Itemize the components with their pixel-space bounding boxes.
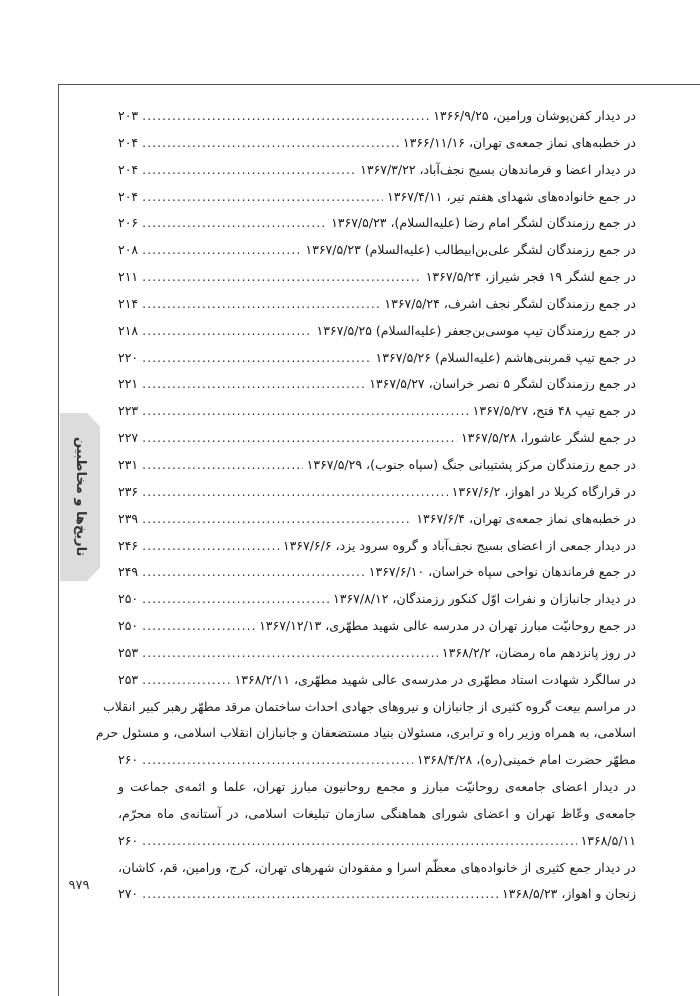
dot-leader	[142, 269, 422, 284]
toc-entry[interactable]	[118, 376, 636, 403]
toc-entry[interactable]	[118, 323, 636, 350]
toc-entry-multiline[interactable]	[118, 779, 636, 860]
toc-entry[interactable]	[118, 618, 636, 645]
toc-entry-title: در جمع تیپ ۴۸ فتح، ۱۳۶۷/۵/۲۷	[472, 403, 636, 419]
toc-entry-title: در روز پانزدهم ماه رمضان، ۱۳۶۸/۲/۲	[441, 644, 636, 660]
toc-entry[interactable]	[118, 135, 636, 162]
toc-entry[interactable]	[118, 511, 636, 538]
toc-entry-page: ۲۰۴	[118, 134, 139, 150]
dot-leader	[142, 484, 448, 499]
toc-entry-title: در جمع رزمندگان لشگر امام رضا (علیه‌السلام)، ۱۳۶۷/۵/۲۳	[331, 215, 636, 231]
frame-left-rule	[58, 84, 59, 996]
toc-entry-multiline[interactable]	[118, 860, 636, 914]
dot-leader	[142, 833, 576, 848]
toc-entry-page: ۲۷۰	[118, 886, 139, 902]
toc-entry-page: ۲۰۸	[118, 242, 139, 258]
toc-entry-title: ۱۳۶۸/۵/۱۱	[580, 832, 636, 848]
dot-leader	[142, 564, 365, 579]
toc-entry[interactable]	[118, 108, 636, 135]
dot-leader	[142, 752, 413, 767]
toc-entry[interactable]	[118, 403, 636, 430]
toc-entry-title: در جمع رزمندگان تیپ موسی‌بن‌جعفر (علیه‌السلام) ۱۳۶۷/۵/۲۵	[316, 322, 636, 338]
toc-entry-title: در جمع رزمندگان لشگر ۵ نصر خراسان، ۱۳۶۷/۵/۲۷	[369, 376, 636, 392]
dot-leader	[142, 457, 302, 472]
dot-leader	[142, 645, 438, 660]
toc-entry-title: در جمع لشگر عاشورا، ۱۳۶۷/۵/۲۸	[460, 430, 636, 446]
dot-leader	[142, 538, 279, 553]
toc-entry-page: ۲۵۳	[118, 644, 139, 660]
chapter-side-title: تاریخ‌ها و مخاطبین	[73, 437, 88, 557]
toc-entry[interactable]	[118, 645, 636, 672]
dot-leader	[142, 242, 301, 257]
toc-entry-last-line	[118, 833, 636, 860]
toc-entry[interactable]	[118, 591, 636, 618]
toc-entry-page: ۲۵۳	[118, 671, 139, 687]
toc-entry-page: ۲۰۳	[118, 108, 139, 123]
dot-leader	[142, 618, 255, 633]
toc-entry-page: ۲۳۹	[118, 510, 139, 526]
toc-long-entries	[95, 698, 636, 914]
toc-entry-page: ۲۳۶	[118, 483, 139, 499]
toc-entry-line: در دیدار اعضای جامعه‌ی روحانیّت مبارز و مجمع روحانیون مبارز تهران، علما و ائمه‌ی جماعت و	[118, 779, 636, 795]
dot-leader	[142, 403, 469, 418]
dot-leader	[142, 189, 383, 204]
dot-leader	[142, 323, 312, 338]
toc-entry-page: ۲۲۳	[118, 403, 139, 419]
toc-entry-line: اسلامی، به همراه وزیر راه و ترابری، مسئولان بنیاد مستضعفان و جانبازان انقلاب اسلامی، و مسئول حرم	[95, 725, 636, 741]
toc-entry[interactable]	[118, 564, 636, 591]
toc-entry-title: در قرارگاه کربلا در اهواز، ۱۳۶۷/۶/۲	[451, 483, 636, 499]
toc-entry-page: ۲۱۱	[118, 269, 139, 285]
toc-entry[interactable]	[118, 672, 636, 699]
dot-leader	[142, 376, 365, 391]
toc-entry-title: در دیدار جانبازان و نفرات اوّل کنکور رزمندگان، ۱۳۶۷/۸/۱۲	[333, 591, 636, 607]
toc-entry-last-line	[118, 886, 636, 913]
toc-entry-title: در جمع روحانیّت مبارز تهران در مدرسه عالی شهید مطهّری، ۱۳۶۷/۱۲/۱۳	[259, 618, 636, 634]
toc-entry-title: در جمع فرماندهان نواحی سپاه خراسان، ۱۳۶۷/۶/۱۰	[368, 564, 636, 580]
toc-entry-page: ۲۰۶	[118, 215, 139, 231]
dot-leader	[142, 350, 371, 365]
toc-entry-page: ۲۶۰	[118, 832, 139, 848]
toc-entry-title: در سالگرد شهادت استاد مطهّری در مدرسه‌ی عالی شهید مطهّری، ۱۳۶۸/۲/۱۱	[234, 671, 636, 687]
toc-entry-page: ۲۲۰	[118, 349, 139, 365]
toc-entry[interactable]	[118, 484, 636, 511]
toc-entry-title: در جمع تیپ قمربنی‌هاشم (علیه‌السلام) ۱۳۶۷/۵/۲۶	[375, 349, 636, 365]
toc-entry-title: در جمع لشگر ۱۹ فجر شیراز، ۱۳۶۷/۵/۲۴	[425, 269, 636, 285]
toc-entry-title: در خطبه‌های نماز جمعه‌ی تهران، ۱۳۶۷/۶/۴	[416, 510, 636, 526]
toc-entry-page: ۲۵۰	[118, 591, 139, 607]
toc-entry-last-line	[118, 752, 636, 779]
toc-entry-multiline[interactable]	[95, 698, 636, 780]
toc-entry[interactable]	[118, 457, 636, 484]
toc-entry[interactable]	[118, 269, 636, 296]
toc-entry-title: در جمع رزمندگان لشگر نجف اشرف، ۱۳۶۷/۵/۲۴	[384, 295, 636, 311]
toc-entry[interactable]	[118, 189, 636, 216]
toc-entry-line: در دیدار جمع کثیری از خانواده‌های معظّم اسرا و مفقودان شهرهای تهران، کرج، ورامین، قم، کاشان،	[118, 859, 636, 875]
toc-entry-title: در خطبه‌های نماز جمعه‌ی تهران، ۱۳۶۶/۱۱/۱۶	[402, 134, 636, 150]
dot-leader	[142, 296, 380, 311]
toc-entry[interactable]	[118, 242, 636, 269]
toc-entry[interactable]	[118, 350, 636, 377]
toc-entry[interactable]	[118, 162, 636, 189]
toc-entry-page: ۲۲۱	[118, 376, 139, 392]
toc-entry[interactable]	[118, 296, 636, 323]
toc-entry-title: مطهّر حضرت امام خمینی(ره)، ۱۳۶۸/۴/۲۸	[416, 752, 636, 768]
page-number: ۹۷۹	[68, 878, 90, 893]
toc-entry-page: ۲۲۷	[118, 430, 139, 446]
toc-entry-line: در مراسم بیعت گروه کثیری از جانبازان و نیروهای جهادی احداث ساختمان مرقد مطهّر رهبر کبیر انقلاب	[103, 698, 636, 714]
toc-entry-page: ۲۴۹	[118, 564, 139, 580]
dot-leader	[142, 672, 230, 687]
toc-entry-title: در دیدار اعضا و فرماندهان بسیج نجف‌آباد، ۱۳۶۷/۳/۲۲	[360, 161, 636, 177]
toc-entry-title: در جمع خانواده‌های شهدای هفتم تیر، ۱۳۶۷/۴/۱۱	[387, 188, 636, 204]
toc-entry-page: ۲۰۴	[118, 161, 139, 177]
dot-leader	[142, 511, 412, 526]
toc-entry[interactable]	[118, 430, 636, 457]
toc-entry-page: ۲۰۴	[118, 188, 139, 204]
dot-leader	[142, 162, 356, 177]
toc-entry[interactable]	[118, 538, 636, 565]
frame-top-rule	[58, 84, 700, 85]
toc-entry-page: ۲۴۶	[118, 537, 139, 553]
toc-entry[interactable]	[118, 215, 636, 242]
toc-entry-page: ۲۳۱	[118, 456, 139, 472]
toc-entry-page: ۲۵۰	[118, 618, 139, 634]
dot-leader	[142, 215, 327, 230]
toc-entry-title: در دیدار کفن‌پوشان ورامین، ۱۳۶۶/۹/۲۵	[433, 108, 636, 123]
dot-leader	[142, 886, 498, 901]
toc-entry-title: در جمع رزمندگان لشگر علی‌بن‌ابیطالب (علیه‌السلام) ۱۳۶۷/۵/۲۳	[305, 242, 636, 258]
dot-leader	[142, 108, 429, 123]
toc-entry-line: جامعه‌ی وعّاظ تهران و اعضای شورای هماهنگی سازمان تبلیغات اسلامی، در آستانه‌ی ماه محرّم،	[118, 805, 636, 821]
toc-entry-title: در جمع رزمندگان مرکز پشتیبانی جنگ (سپاه جنوب)، ۱۳۶۷/۵/۲۹	[306, 456, 636, 472]
toc-entry-title: در دیدار جمعی از اعضای بسیج نجف‌آباد و گروه سرود یزد، ۱۳۶۷/۶/۶	[282, 537, 636, 553]
dot-leader	[142, 135, 399, 150]
toc-list	[95, 108, 636, 913]
toc-entry-page: ۲۱۴	[118, 295, 139, 311]
toc-entry-page: ۲۱۸	[118, 322, 139, 338]
toc-entry-title: زنجان و اهواز، ۱۳۶۸/۵/۲۳	[501, 886, 636, 902]
dot-leader	[142, 430, 457, 445]
dot-leader	[142, 591, 329, 606]
toc-entries	[118, 108, 636, 699]
toc-entry-page: ۲۶۰	[118, 752, 139, 768]
